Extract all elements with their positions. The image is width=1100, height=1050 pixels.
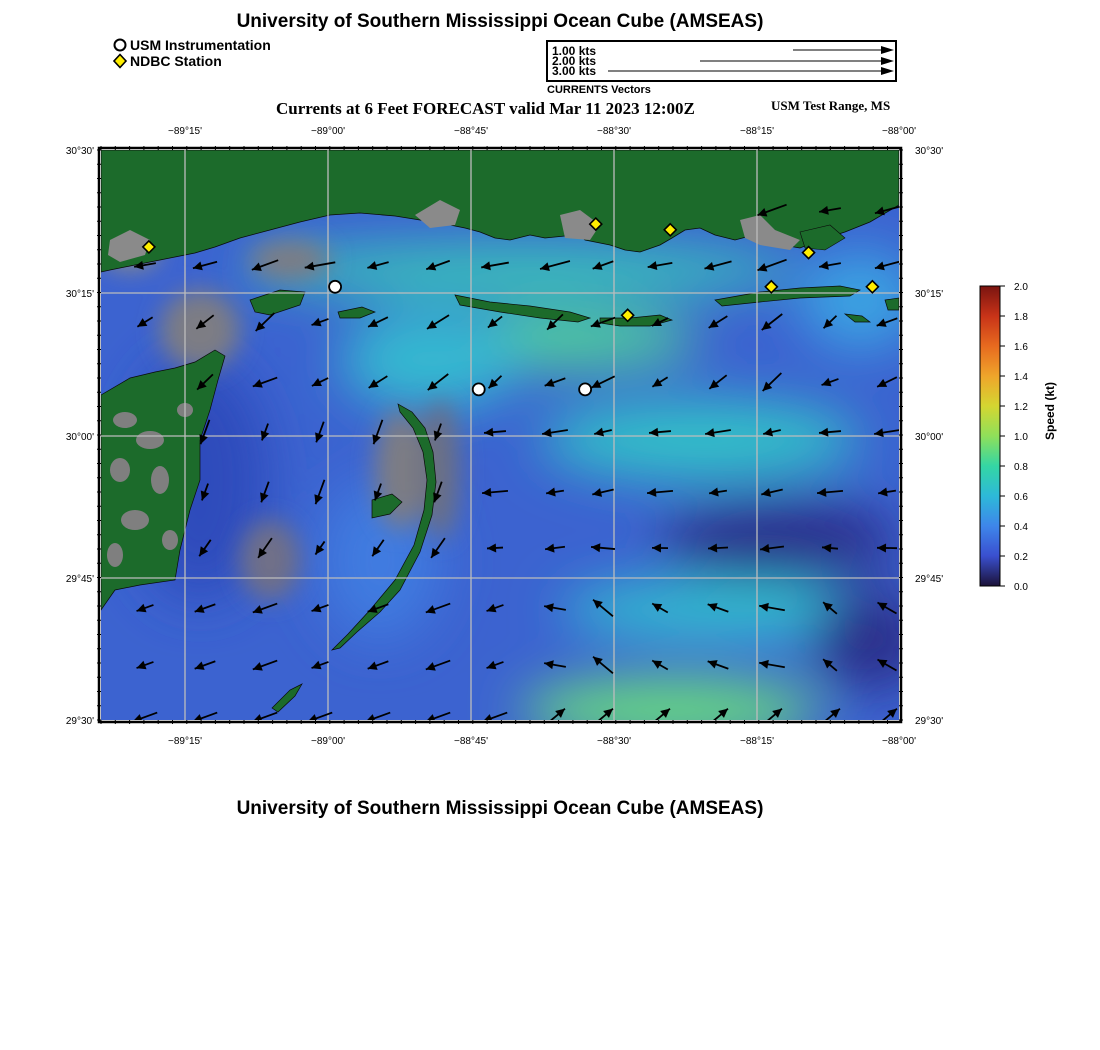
lon-tick-label-top: −89°15': [168, 126, 202, 137]
lon-tick-label-bottom: −88°00': [882, 736, 916, 747]
legend-ndbc-label: NDBC Station: [130, 53, 222, 69]
vector-key-label-3: 3.00 kts: [552, 64, 597, 78]
lat-tick-label-left: 30°15': [65, 289, 94, 300]
vector-key-label-2: 2.00 kts: [552, 54, 597, 68]
range-name: USM Test Range, MS: [771, 98, 891, 113]
colorbar-tick-label: 1.0: [1014, 432, 1028, 443]
lat-tick-label-right: 30°00': [915, 432, 944, 443]
lat-tick-label-right: 30°15': [915, 289, 944, 300]
lon-tick-label-top: −89°00': [311, 126, 345, 137]
usm-station-marker: [473, 383, 485, 395]
vector-key-caption: CURRENTS Vectors: [547, 84, 651, 96]
colorbar-tick-label: 0.2: [1014, 552, 1028, 563]
lat-tick-label-right: 29°30': [915, 716, 944, 727]
lat-tick-label-left: 29°45': [65, 574, 94, 585]
colorbar: [980, 286, 1000, 586]
lon-tick-label-bottom: −88°15': [740, 736, 774, 747]
colorbar-tick-label: 0.0: [1014, 582, 1028, 593]
colorbar-tick-label: 2.0: [1014, 282, 1028, 293]
lon-tick-label-top: −88°00': [882, 126, 916, 137]
colorbar-title: Speed (kt): [1043, 381, 1057, 440]
lon-tick-label-top: −88°45': [454, 126, 488, 137]
main-title: University of Southern Mississippi Ocean Cube (AMSEAS): [236, 11, 764, 32]
lon-tick-label-bottom: −88°45': [454, 736, 488, 747]
lon-tick-label-top: −88°30': [597, 126, 631, 137]
lon-tick-label-top: −88°15': [740, 126, 774, 137]
usm-station-marker: [329, 281, 341, 293]
colorbar-tick-label: 1.2: [1014, 402, 1028, 413]
bottom-title: University of Southern Mississippi Ocean Cube (AMSEAS): [236, 798, 764, 819]
colorbar-tick-label: 0.8: [1014, 462, 1028, 473]
map-frame-content: [100, 150, 930, 740]
colorbar-tick-label: 1.4: [1014, 372, 1028, 383]
usm-station-marker: [579, 383, 591, 395]
lon-tick-label-bottom: −89°15': [168, 736, 202, 747]
lon-tick-label-bottom: −89°00': [311, 736, 345, 747]
forecast-subtitle: Currents at 6 Feet FORECAST valid Mar 11 2023 12:00Z: [276, 99, 695, 118]
lat-tick-label-right: 30°30': [915, 146, 944, 157]
lon-tick-label-bottom: −88°30': [597, 736, 631, 747]
colorbar-ticks: [1000, 282, 1028, 593]
pelican-islet: [885, 298, 899, 310]
colorbar-tick-label: 0.4: [1014, 522, 1028, 533]
vector-key-label-1: 1.00 kts: [552, 44, 597, 58]
colorbar-tick-label: 1.8: [1014, 312, 1028, 323]
colorbar-tick-label: 0.6: [1014, 492, 1028, 503]
colorbar-tick-label: 1.6: [1014, 342, 1028, 353]
legend-usm-label: USM Instrumentation: [130, 37, 271, 53]
lat-tick-label-left: 30°00': [65, 432, 94, 443]
lat-tick-label-right: 29°45': [915, 574, 944, 585]
ndbc-station-marker: [904, 287, 916, 299]
lat-tick-label-left: 29°30': [65, 716, 94, 727]
lat-tick-label-left: 30°30': [65, 146, 94, 157]
